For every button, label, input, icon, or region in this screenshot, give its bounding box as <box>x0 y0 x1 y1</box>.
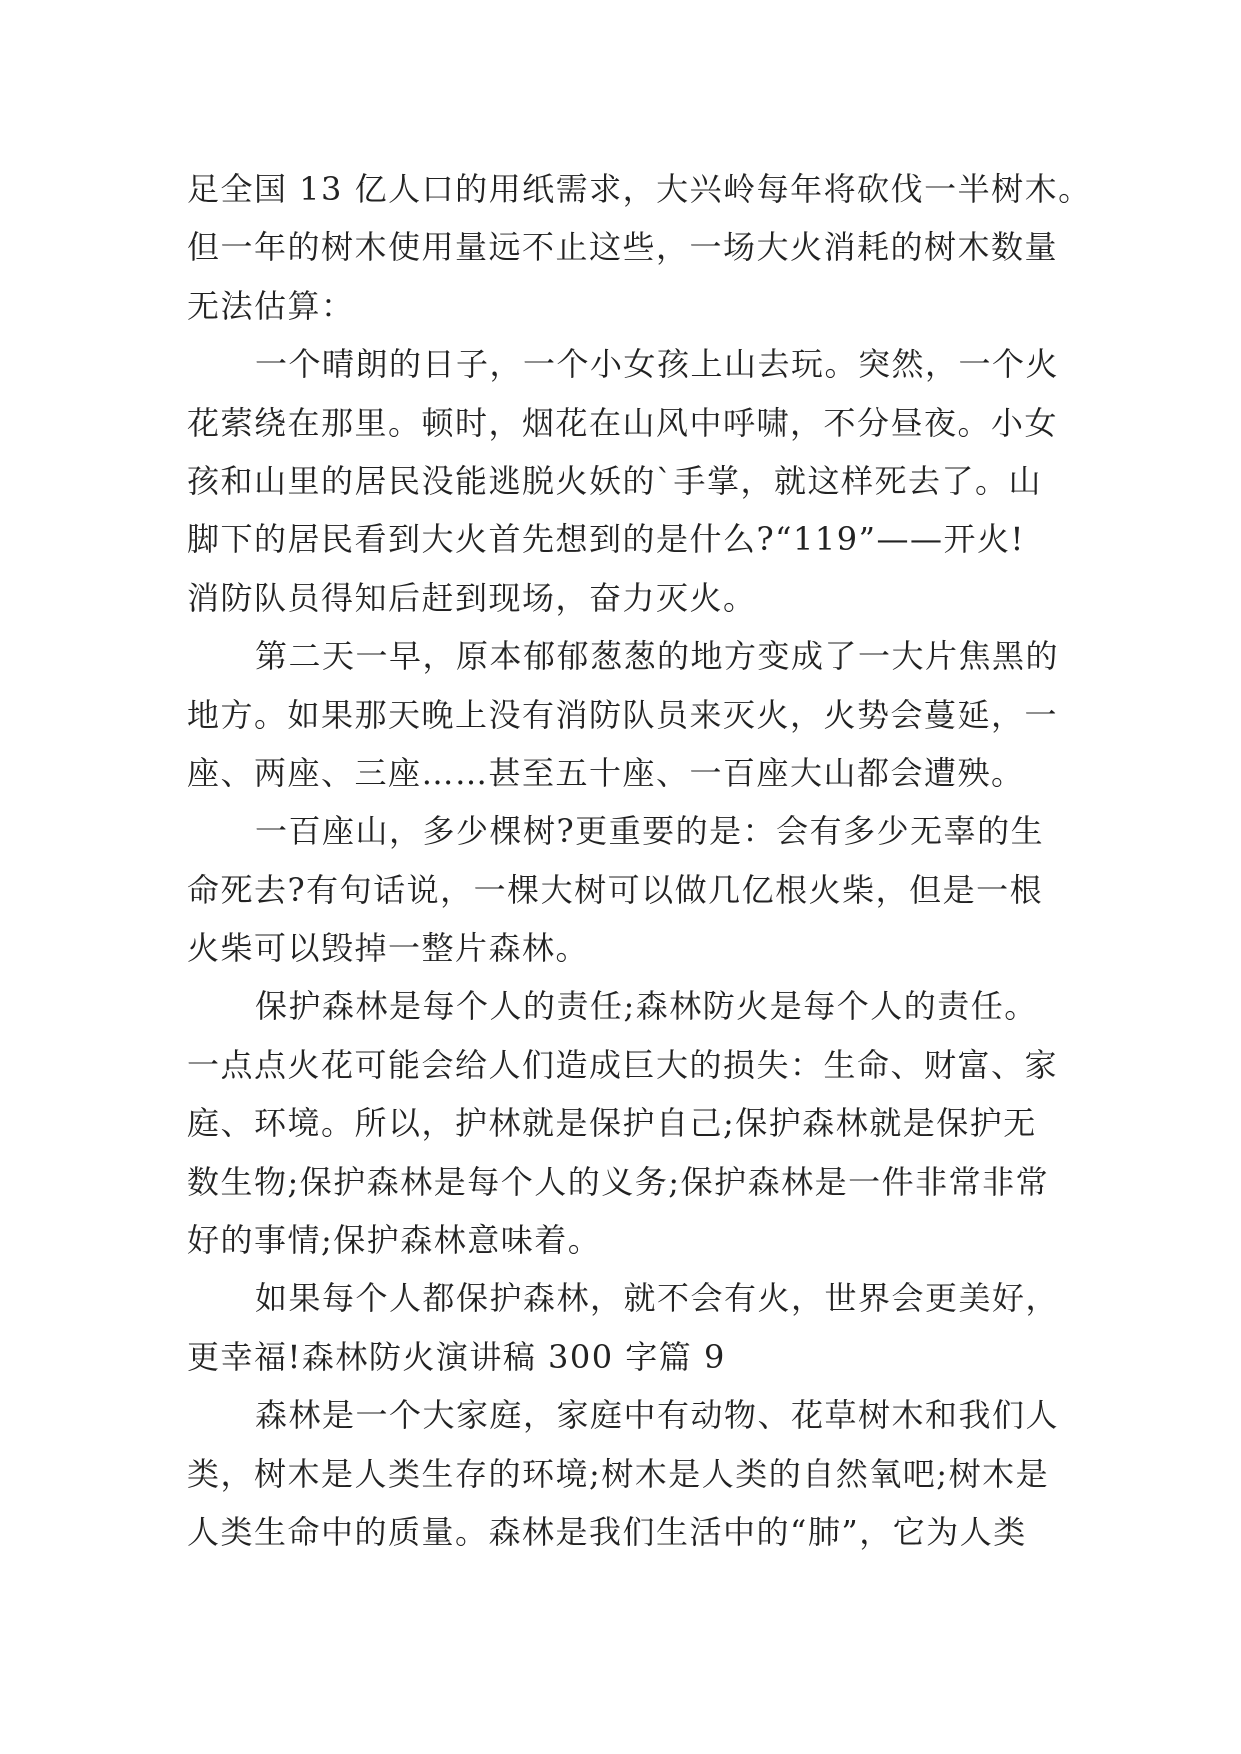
text-line: 足全国 13 亿人口的用纸需求，大兴岭每年将砍伐一半树木。 <box>187 170 1092 208</box>
text-line: 无法估算： <box>187 286 355 325</box>
text-line: 脚下的居民看到大火首先想到的是什么?“119”——开火! <box>187 520 1025 559</box>
text-line: 地方。如果那天晚上没有消防队员来灭火，火势会蔓延，一 <box>187 695 1059 734</box>
text-line: 消防队员得知后赶到现场，奋力灭火。 <box>187 578 757 617</box>
text-line: 更幸福!森林防火演讲稿 300 字篇 9 <box>187 1337 726 1376</box>
text-line: 一点点火花可能会给人们造成巨大的损失：生命、财富、家 <box>187 1045 1059 1084</box>
text-line: 命死去?有句话说，一棵大树可以做几亿根火柴，但是一根 <box>187 870 1044 909</box>
paragraph-first-line: 保护森林是每个人的责任;森林防火是每个人的责任。 <box>255 987 1038 1026</box>
text-line: 数生物;保护森林是每个人的义务;保护森林是一件非常非常 <box>187 1162 1050 1201</box>
text-line: 但一年的树木使用量远不止这些，一场大火消耗的树木数量 <box>187 228 1059 267</box>
text-line: 好的事情;保护森林意味着。 <box>187 1221 602 1260</box>
text-line: 座、两座、三座……甚至五十座、一百座大山都会遭殃。 <box>187 753 1025 792</box>
paragraph-first-line: 一百座山，多少棵树?更重要的是：会有多少无辜的生 <box>255 812 1045 851</box>
text-line: 火柴可以毁掉一整片森林。 <box>187 929 590 968</box>
text-line: 人类生命中的质量。森林是我们生活中的“肺”，它为人类 <box>187 1512 1027 1551</box>
body-text <box>187 160 1092 1561</box>
text-line: 孩和山里的居民没能逃脱火妖的`手掌，就这样死去了。山 <box>187 461 1043 500</box>
text-line: 类，树木是人类生存的环境;树木是人类的自然氧吧;树木是 <box>187 1454 1050 1493</box>
paragraph-first-line: 一个晴朗的日子，一个小女孩上山去玩。突然，一个火 <box>255 345 1060 384</box>
paragraph-first-line: 如果每个人都保护森林，就不会有火，世界会更美好， <box>255 1279 1060 1318</box>
paragraph-first-line: 森林是一个大家庭，家庭中有动物、花草树木和我们人 <box>255 1396 1060 1435</box>
text-line: 庭、环境。所以，护林就是保护自己;保护森林就是保护无 <box>187 1104 1037 1143</box>
text-line: 花萦绕在那里。顿时，烟花在山风中呼啸，不分昼夜。小女 <box>187 403 1059 442</box>
paragraph-first-line: 第二天一早，原本郁郁葱葱的地方变成了一大片焦黑的 <box>255 637 1060 676</box>
